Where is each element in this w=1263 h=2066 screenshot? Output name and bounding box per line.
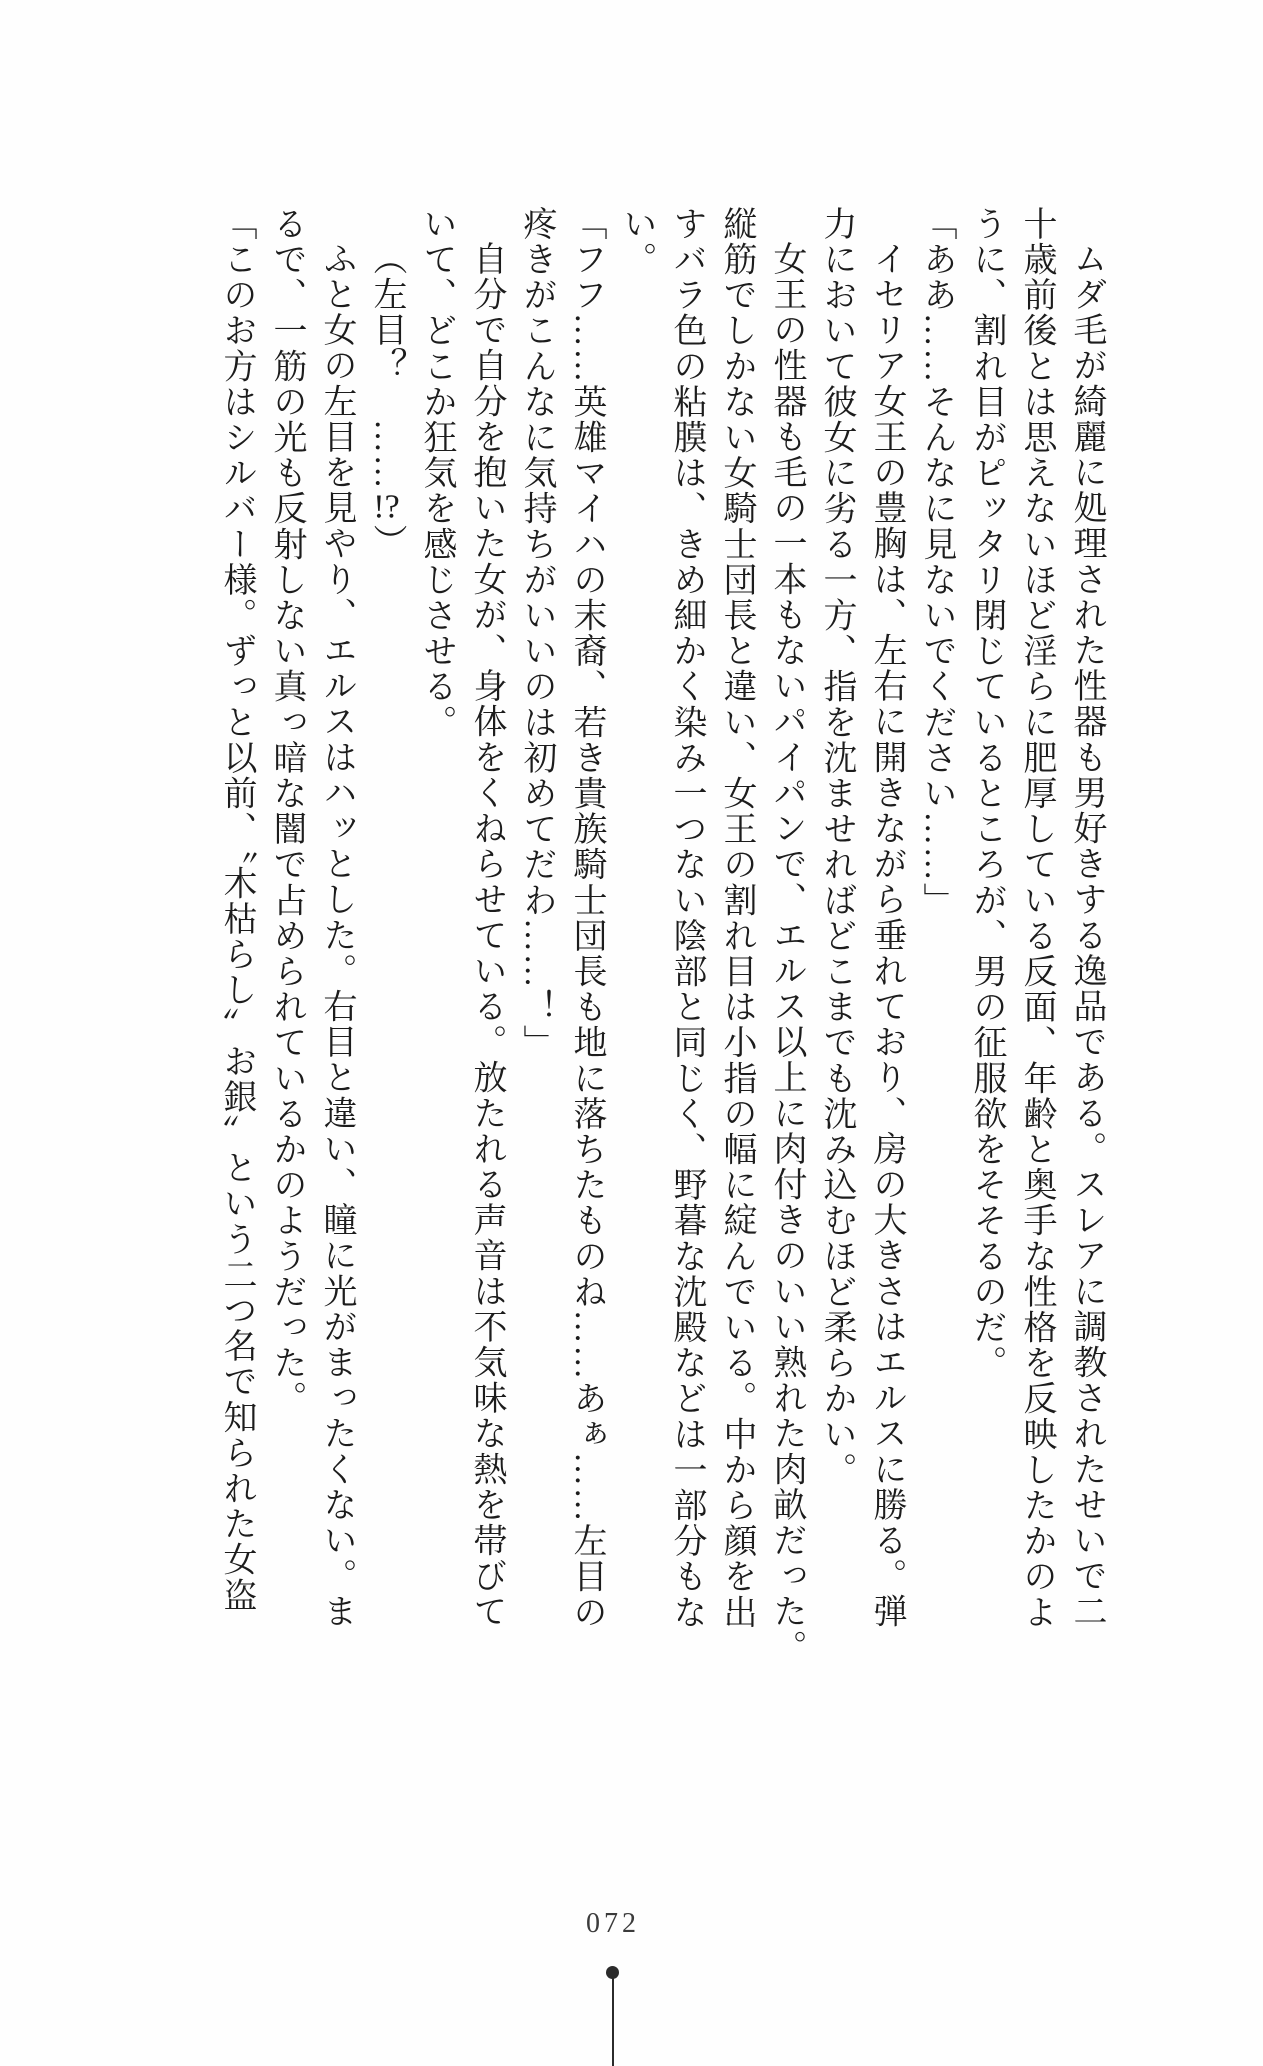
text-line: 「このお方はシルバー様。ずっと以前、〝木枯らし〟お銀〟という二つ名で知られた女盗 bbox=[218, 206, 255, 1613]
binding-line bbox=[612, 1974, 614, 2066]
exclamation-question-glyph: !? bbox=[373, 490, 400, 525]
text-line: 疼きがこんなに気持ちがいいのは初めてだわ……！」 bbox=[518, 206, 555, 1061]
text-line: 力において彼女に劣る一方、指を沈ませればどこまでも沈み込むほど柔らかい。 bbox=[818, 206, 855, 1488]
page-number: 072 bbox=[586, 1908, 640, 1939]
text-line: 縦筋でしかない女騎士団長と違い、女王の割れ目は小指の幅に綻んでいる。中から顔を出 bbox=[718, 206, 755, 1630]
text-line: 十歳前後とは思えないほど淫らに肥厚している反面、年齢と奥手な性格を反映したかのよ bbox=[1018, 206, 1055, 1630]
text-line: 「フフ……英雄マイハの末裔、若き貴族騎士団長も地に落ちたものね……あぁ……左目の bbox=[568, 206, 605, 1630]
text-line: 自分で自分を抱いた女が、身体をくねらせている。放たれる声音は不気味な熱を帯びて bbox=[468, 241, 505, 1630]
text-line: るで、一筋の光も反射しない真っ暗な闇で占められているかのようだった。 bbox=[268, 206, 305, 1417]
text-line: うに、割れ目がピッタリ閉じているところが、男の征服欲をそそるのだ。 bbox=[968, 206, 1005, 1381]
text-segment: ） bbox=[368, 524, 405, 560]
text-line: ふと女の左目を見やり、エルスはハッとした。右目と違い、瞳に光がまったくない。ま bbox=[318, 241, 355, 1630]
text-line bbox=[361, 206, 411, 1668]
text-line: 女王の性器も毛の一本もないパイパンで、エルス以上に肉付きのいい熟れた肉畝だった。 bbox=[768, 241, 805, 1665]
text-line: すバラ色の粘膜は、きめ細かく染み一つない陰部と同じく、野暮な沈殿などは一部分もな bbox=[668, 206, 705, 1630]
text-line: 「ああ……そんなに見ないでください……」 bbox=[918, 206, 955, 918]
text-segment: （左目？ …… bbox=[368, 241, 405, 491]
text-line: イセリア女王の豊胸は、左右に開きながら垂れており、房の大きさはエルスに勝る。弾 bbox=[868, 241, 905, 1630]
body-text bbox=[211, 206, 1111, 1668]
text-line: いて、どこか狂気を感じさせる。 bbox=[418, 206, 455, 740]
text-line: ムダ毛が綺麗に処理された性器も男好きする逸品である。スレアに調教されたせいで二 bbox=[1068, 241, 1105, 1630]
text-line: い。 bbox=[618, 206, 655, 278]
